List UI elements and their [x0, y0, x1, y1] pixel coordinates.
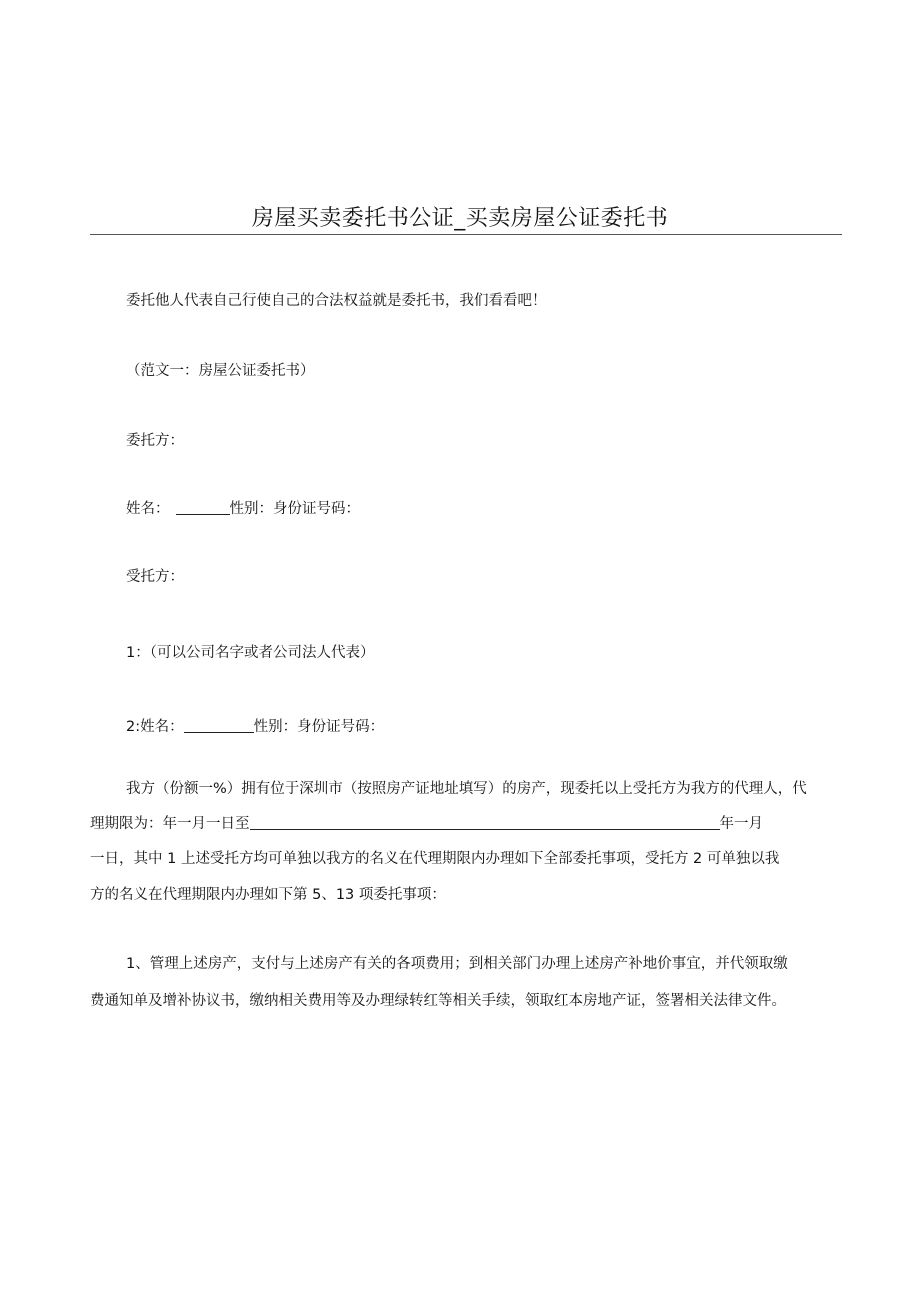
- item1-line-2: 费通知单及增补协议书，缴纳相关费用等及办理绿转红等相关手续，领取红本房地产证，签署相关法律文件。: [90, 993, 786, 1009]
- principal-gender-label: 性别：: [229, 501, 273, 517]
- body-line-4: 方的名义在代理期限内办理如下第 5、13 项委托事项：: [90, 887, 446, 903]
- principal-label: 委托方：: [126, 433, 184, 449]
- title-underline: [90, 234, 842, 235]
- term-blank: [250, 815, 720, 830]
- agent-label: 受托方：: [126, 569, 184, 585]
- agent2-name-label: 2:姓名：: [126, 719, 184, 735]
- principal-fields: [126, 498, 360, 520]
- agent2-name-blank: [184, 718, 254, 733]
- item1-line-1: 1、管理上述房产，支付与上述房产有关的各项费用；到相关部门办理上述房产补地价事宜，并代领取缴: [126, 956, 788, 972]
- document-title: 房屋买卖委托书公证_买卖房屋公证委托书: [251, 206, 669, 231]
- term-start-label: 理期限为：年一月一日至: [90, 816, 250, 832]
- body-line-2: [90, 813, 763, 835]
- sample-label: （范文一：房屋公证委托书）: [126, 363, 315, 379]
- principal-name-label: 姓名：: [126, 501, 170, 517]
- principal-name-blank: [176, 500, 230, 515]
- intro-paragraph: 委托他人代表自己行使自己的合法权益就是委托书，我们看看吧！: [126, 293, 547, 309]
- term-end-label: 年一月: [719, 816, 763, 832]
- principal-id-label: 身份证号码：: [273, 501, 360, 517]
- agent2-id-label: 身份证号码：: [297, 719, 385, 735]
- agent2-fields: [126, 716, 384, 738]
- body-line-1: 我方（份额一%）拥有位于深圳市（按照房产证地址填写）的房产，现委托以上受托方为我方的代理人，代: [126, 781, 807, 797]
- body-line-3: 一日，其中 1 上述受托方均可单独以我方的名义在代理期限内办理如下全部委托事项，受托方 2 可单独以我: [90, 851, 780, 867]
- agent1-line: 1：（可以公司名字或者公司法人代表）: [126, 645, 375, 661]
- agent2-gender-label: 性别：: [253, 719, 298, 735]
